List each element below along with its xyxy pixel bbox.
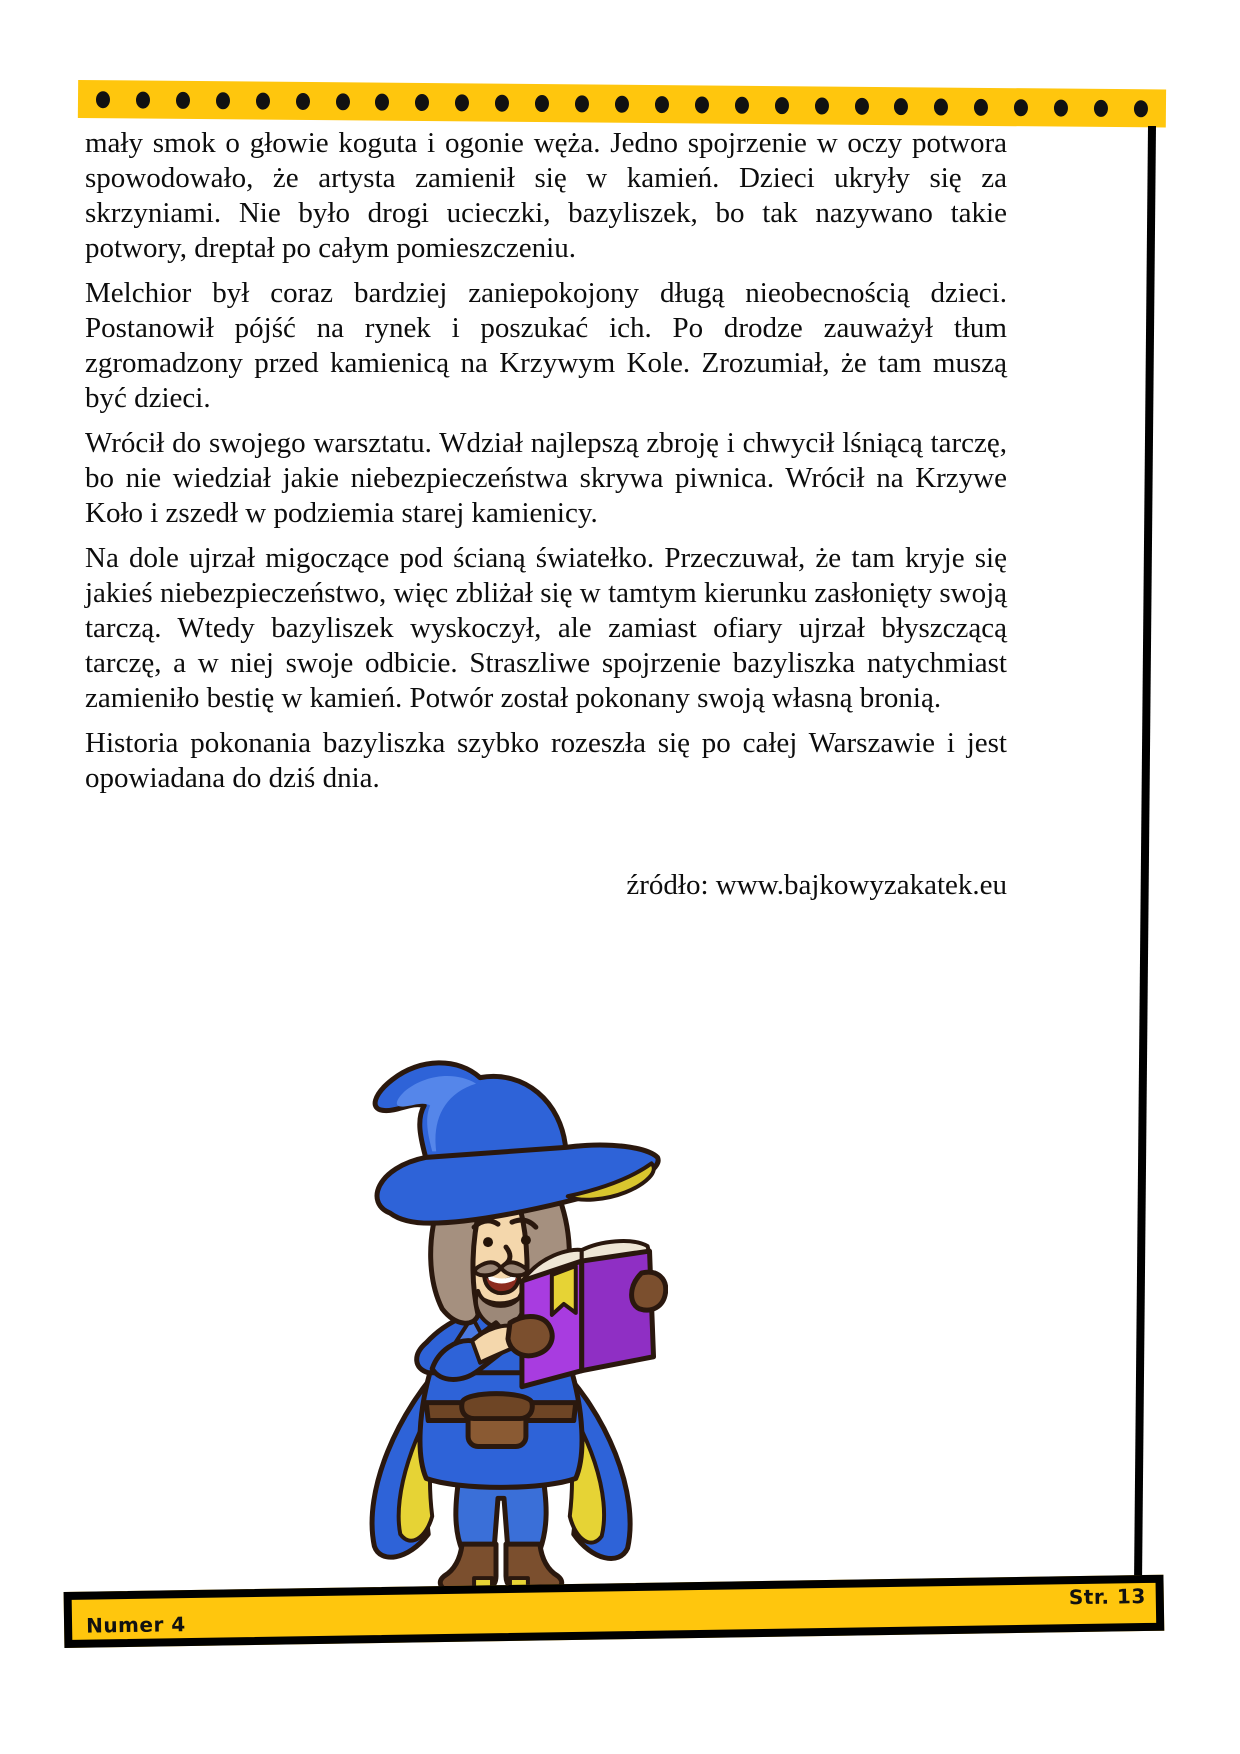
mustache-right xyxy=(501,1262,527,1275)
source-line: źródło: www.bajkowyzakatek.eu xyxy=(626,869,1007,901)
article-paragraph: Historia pokonania bazyliszka szybko rozeszła się po całej Warszawie i jest opowiadana do dziś dnia. xyxy=(85,727,1007,794)
page-right-border xyxy=(1134,126,1156,1592)
eye-right xyxy=(521,1235,531,1245)
glove-left xyxy=(508,1316,552,1355)
banner-dot xyxy=(934,98,948,115)
banner-dot xyxy=(615,95,629,112)
article-paragraph: Wrócił do swojego warsztatu. Wdział najlepszą zbroję i chwycił lśniącą tarczę, bo nie wiedział jakie niebezpieczeństwa skrywa piwnica. Wrócił na Krzywe Koło i zszedł w podziemia starej kamienicy. xyxy=(85,427,1007,529)
top-banner xyxy=(78,80,1166,127)
glove-right xyxy=(632,1272,666,1310)
pouch-flap xyxy=(462,1394,533,1419)
banner-dot xyxy=(974,98,988,115)
article-paragraph: Melchior był coraz bardziej zaniepokojony długą nieobecnością dzieci. Postanowił pójść na rynek i poszukać ich. Po drodze zauważył tłum zgromadzony przed kamienicą na Krzywym Kole. Zrozumiał, że tam muszą być dzieci. xyxy=(85,277,1007,414)
banner-dot xyxy=(695,96,709,113)
banner-dot xyxy=(176,91,190,108)
article-text xyxy=(85,126,1007,903)
mustache-left xyxy=(475,1262,501,1275)
banner-dot xyxy=(375,93,389,110)
banner-dot xyxy=(535,94,549,111)
banner-dot xyxy=(735,96,749,113)
footer-issue-label: Numer 4 xyxy=(85,1612,186,1638)
article-paragraph: Na dole ujrzał migoczące pod ścianą światełko. Przeczuwał, że tam kryje się jakieś niebezpieczeństwo, więc zbliżał się w tamtym kierunku zasłonięty swoją tarczą. Wtedy bazyliszek wyskoczył, ale zamiast ofiary ujrzał błyszczącą tarczę, a w niej swoje odbicie. Straszliwe spojrzenie bazyliszka natychmiast zamieniło bestię w kamień. Potwór został pokonany swoją własną bronią. xyxy=(85,542,1007,714)
banner-dot xyxy=(814,97,828,114)
banner-dot xyxy=(775,97,789,114)
banner-dot xyxy=(455,94,469,111)
banner-dot xyxy=(575,95,589,112)
hat-crown xyxy=(375,1063,566,1159)
banner-dot xyxy=(335,93,349,110)
banner-dot xyxy=(1054,99,1068,116)
article-paragraph: mały smok o głowie koguta i ogonie węża. Jedno spojrzenie w oczy potwora spowodowało, że artysta zamienił się w kamień. Dzieci ukryły się za skrzyniami. Nie było drogi ucieczki, bazyliszek, bo tak nazywano takie potwory, dreptał po całym pomieszczeniu. xyxy=(85,127,1007,264)
banner-dot xyxy=(296,92,310,109)
banner-dot xyxy=(1014,99,1028,116)
banner-dot xyxy=(1094,99,1108,116)
banner-dot xyxy=(894,98,908,115)
wizard-illustration xyxy=(328,952,668,1600)
article-paragraphs xyxy=(85,126,1007,796)
banner-dot xyxy=(216,92,230,109)
banner-dot xyxy=(136,91,150,108)
footer-page-label: Str. 13 xyxy=(1068,1584,1146,1610)
footer-bar xyxy=(64,1575,1165,1648)
banner-dot xyxy=(96,91,110,108)
eye-left xyxy=(483,1237,493,1247)
banner-dot xyxy=(495,94,509,111)
banner-dot xyxy=(854,97,868,114)
banner-dot xyxy=(1134,100,1148,117)
banner-dot xyxy=(415,93,429,110)
banner-dot xyxy=(655,96,669,113)
banner-dot xyxy=(256,92,270,109)
